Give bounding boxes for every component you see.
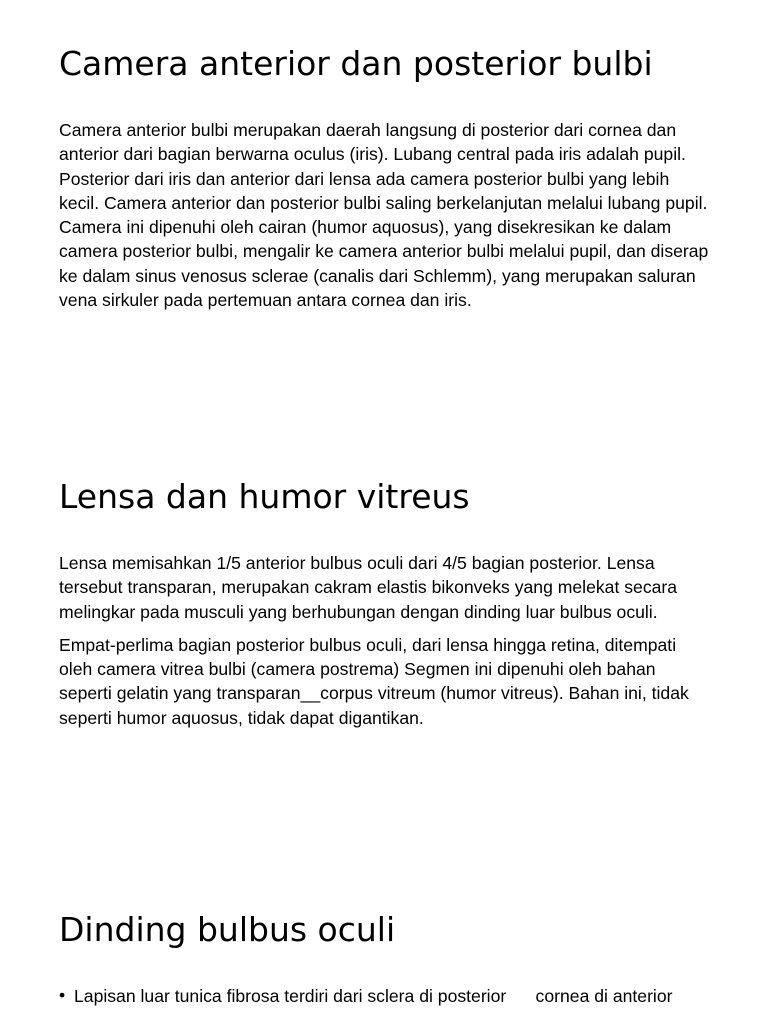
bullet-icon: • bbox=[59, 985, 66, 1005]
list-item bbox=[59, 984, 709, 1008]
section-title-dinding: Dinding bulbus oculi bbox=[59, 910, 396, 949]
bullet-list bbox=[59, 984, 709, 1008]
section-body-lensa bbox=[59, 551, 709, 739]
paragraph: Lensa memisahkan 1/5 anterior bulbus oculi dari 4/5 bagian posterior. Lensa tersebut transparan, merupakan cakram elastis bikonveks yang melekat secara melingkar pada musculi yang berhubungan dengan dinding luar bulbus oculi. bbox=[59, 553, 678, 622]
section-body-dinding bbox=[59, 984, 709, 1008]
section-title-camera: Camera anterior dan posterior bulbi bbox=[59, 44, 653, 83]
section-body-camera bbox=[59, 118, 709, 321]
paragraph: Camera anterior bulbi merupakan daerah langsung di posterior dari cornea dan anterior dari bagian berwarna oculus (iris). Lubang central pada iris adalah pupil. Posterior dari iris dan anterior dari lensa ada camera posterior bulbi yang lebih kecil. Camera anterior dan posterior bulbi saling berkelanjutan melalui lubang pupil. Camera ini dipenuhi oleh cairan (humor aquosus), yang disekresikan ke dalam camera posterior bulbi, mengalir ke camera anterior bulbi melalui pupil, dan diserap ke dalam sinus venosus sclerae (canalis dari Schlemm), yang merupakan saluran vena sirkuler pada pertemuan antara cornea dan iris. bbox=[59, 120, 709, 311]
list-item-text: Lapisan luar tunica fibrosa terdiri dari sclera di posterior cornea di anterior bbox=[74, 986, 673, 1006]
section-title-lensa: Lensa dan humor vitreus bbox=[59, 477, 470, 516]
paragraph: Empat-perlima bagian posterior bulbus oculi, dari lensa hingga retina, ditempati oleh camera vitrea bulbi (camera postrema) Segmen ini dipenuhi oleh bahan seperti gelatin yang transparan__corpus vitreum (humor vitreus). Bahan ini, tidak seperti humor aquosus, tidak dapat digantikan. bbox=[59, 634, 689, 728]
